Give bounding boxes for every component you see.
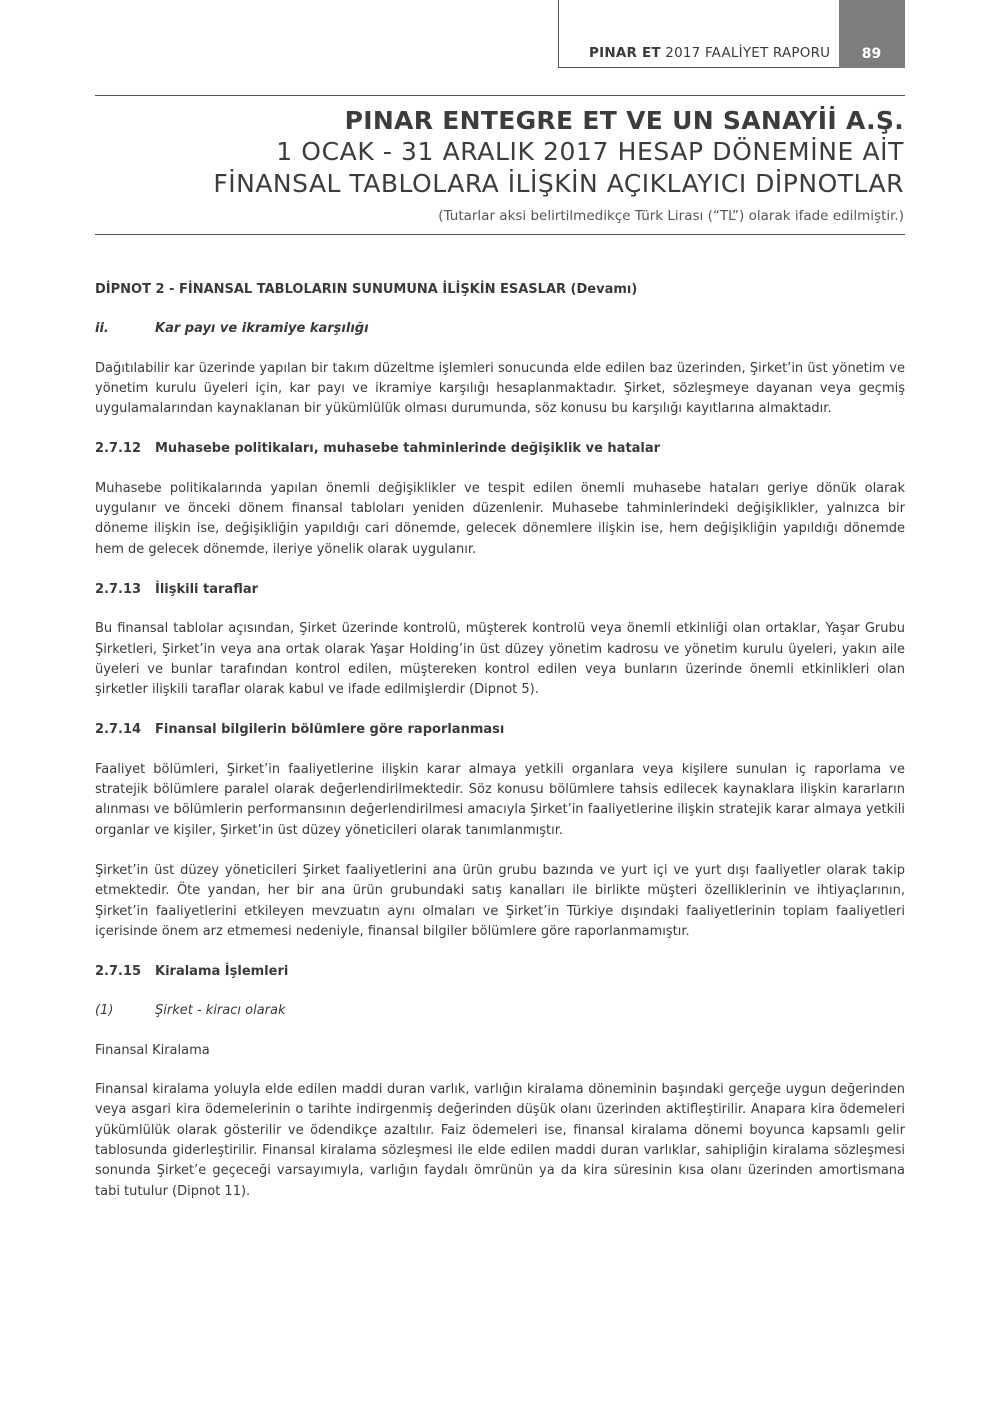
paragraph: Muhasebe politikalarında yapılan önemli değişiklikler ve tespit edilen önemli muhasebe hataları geriye dönük olarak uygulanır ve önceki dönem finansal tabloları yeniden düzenlenir. Muhasebe tahminlerindeki değişiklikler, yalnızca bir döneme ilişkin ise, değişikliğin yapıldığı cari dönemde, gelecek dönemlere ilişkin ise, hem değişikliğin yapıldığı dönemde hem de gelecek dönemde, ileriye yönelik olarak uygulanır. — [95, 480, 905, 557]
sub-subsection-title: Şirket - kiracı olarak — [155, 1003, 286, 1019]
paragraph: Şirket’in üst düzey yöneticileri Şirket faaliyetlerini ana ürün grubu bazında ve yurt içi ve yurt dışı faaliyetler olarak takip etmektedir. Öte yandan, her bir ana ürün grubundaki satış kanalları ile birlikte müşteri özelliklerinin ve ihtiyaçlarının, Şirket’in faaliyetlerini etkileyen mevzuatın aynı olmaları ve Şirket’in Türkiye dışındaki faaliyetlerinin toplam faaliyetleri içerisinde önem arz etmemesi nedeniyle, finansal bilgiler bölümlere göre raporlanmamıştır. — [95, 862, 905, 939]
paragraph: Finansal kiralama yoluyla elde edilen maddi duran varlık, varlığın kiralama döneminin başındaki gerçeğe uygun değerinden veya asgari kira ödemelerinin o tarihte indirgenmiş değerinden düşük olanı üzerinden aktifleştirilir. Anapara kira ödemeleri yükümlülük olarak gösterilir ve ödendikçe azaltılır. Faiz ödemeleri ise, finansal kiralama dönemi boyunca kapsamlı gelir tablosunda giderleştirilir. Finansal kiralama sözleşmesi ile elde edilen maddi duran varlıklar, sahipliğin kiralama sözleşmesi sonunda Şirket’e geçeceği varsayımıyla, varlığın faydalı ömrünün ya da kira süresinin kısa olanı üzerinden amortismana tabi tutulur (Dipnot 11). — [95, 1082, 905, 1199]
running-header — [558, 0, 904, 68]
subsection-title: Kar payı ve ikramiye karşılığı — [155, 321, 369, 337]
subsection-number: ii. — [95, 321, 109, 337]
page-number: 89 — [839, 0, 905, 68]
subsection-title: Finansal bilgilerin bölümlere göre raporlanması — [155, 722, 505, 738]
section-title: DİPNOT 2 - FİNANSAL TABLOLARIN SUNUMUNA İLİŞKİN ESASLAR (Devamı) — [95, 282, 638, 297]
period-title: 1 OCAK - 31 ARALIK 2017 HESAP DÖNEMİNE AİT — [276, 137, 904, 166]
title-divider — [95, 234, 905, 235]
paragraph: Dağıtılabilir kar üzerinde yapılan bir takım düzeltme işlemleri sonucunda elde edilen baz üzerinden, Şirket’in üst yönetim ve yönetim kurulu üyeleri için, kar payı ve ikramiye karşılığı hesaplanmaktadır. Şirket, sözleşmeye dayanan veya geçmiş uygulamalarından kaynaklanan bir yükümlülük olması durumunda, söz konusu bu karşılığı kayıtlarına almaktadır. — [95, 360, 905, 417]
subsection-heading — [95, 580, 905, 600]
subsection-title: İlişkili taraflar — [155, 581, 259, 597]
subsection-heading — [95, 962, 905, 982]
subsection-number: 2.7.12 — [95, 441, 142, 457]
subsection-number: 2.7.15 — [95, 964, 142, 980]
running-header-title — [589, 45, 830, 61]
currency-note: (Tutarlar aksi belirtilmedikçe Türk Lirası (“TL”) olarak ifade edilmiştir.) — [438, 208, 904, 224]
subsection-title: Muhasebe politikaları, muhasebe tahminlerinde değişiklik ve hatalar — [155, 441, 661, 457]
subsection-number: 2.7.13 — [95, 581, 142, 597]
report-name: 2017 FAALİYET RAPORU — [665, 45, 831, 61]
brand-name: PINAR ET — [589, 45, 661, 61]
sub-subsection-number: (1) — [95, 1003, 114, 1019]
paragraph: Bu finansal tablolar açısından, Şirket üzerinde kontrolü, müşterek kontrolü veya önemli etkinliği olan ortaklar, Yaşar Grubu Şirketleri, Şirket’in veya ana ortak olarak Yaşar Holding’in üst düzey yönetim kadrosu ve yönetim kurulu üyeleri, yakın aile üyeleri ve bunlar tarafından kontrol edilen, müştereken kontrol edilen veya bunların üzerinde önemli etkinlikleri olan şirketler ilişkili taraflar olarak kabul ve ifade edilmişlerdir (Dipnot 5). — [95, 621, 905, 698]
subsection-heading — [95, 319, 905, 339]
subsection-heading — [95, 439, 905, 459]
sub-subsection-heading — [95, 1001, 905, 1021]
paragraph: Faaliyet bölümleri, Şirket’in faaliyetlerine ilişkin karar almaya yetkili organlara veya kişilere sunulan iç raporlama ve stratejik bölümlere paralel olarak değerlendirilmektedir. Söz konusu bölümlere tahsis edilecek kaynaklara ilişkin kararların alınması ve bölümlerin performansının değerlendirilmesi amacıyla Şirket’in faaliyetlerine ilişkin stratejik karar almaya yetkili organlar ve kişiler, Şirket’in üst düzey yöneticileri olarak tanımlanmıştır. — [95, 761, 905, 838]
paragraph-label: Finansal Kiralama — [95, 1042, 210, 1058]
subsection-heading — [95, 720, 905, 740]
notes-title: FİNANSAL TABLOLARA İLİŞKİN AÇIKLAYICI DİPNOTLAR — [213, 169, 904, 198]
subsection-number: 2.7.14 — [95, 722, 142, 738]
document-body — [95, 280, 905, 1202]
company-name: PINAR ENTEGRE ET VE UN SANAYİİ A.Ş. — [344, 106, 904, 135]
subsection-title: Kiralama İşlemleri — [155, 964, 289, 980]
top-divider — [95, 95, 905, 96]
